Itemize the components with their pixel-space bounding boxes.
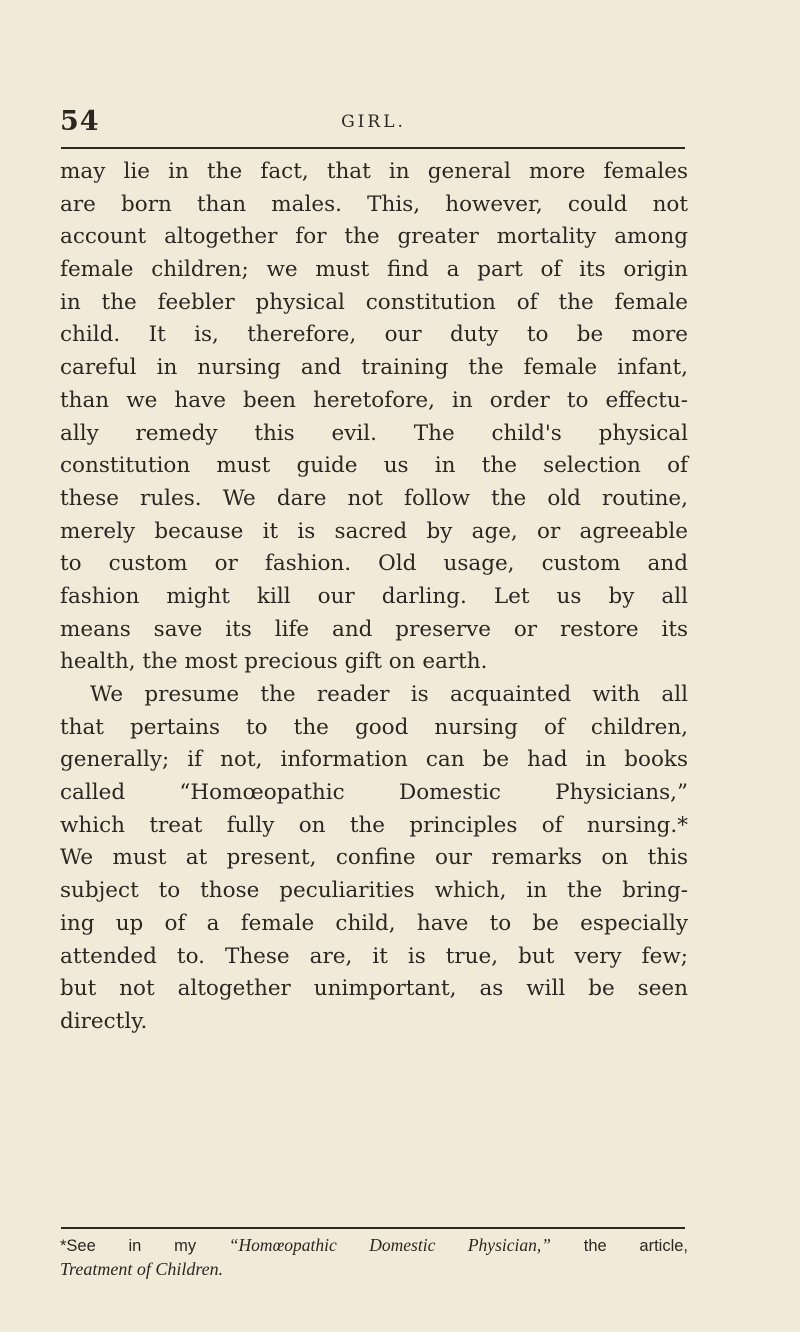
text-line: may lie in the fact, that in general more females [60, 159, 688, 184]
footnote-prefix: *See in my [60, 1237, 229, 1255]
text-line: attended to. These are, it is true, but very few; [60, 943, 688, 969]
text-line: account altogether for the greater mortality among [60, 224, 688, 250]
text-line: fashion might kill our darling. Let us by all [60, 583, 688, 609]
footnote-rule [61, 1227, 685, 1229]
text-line: subject to those peculiarities which, in the bring- [60, 878, 688, 904]
text-line: ing up of a female child, have to be especially [60, 910, 688, 936]
page-header [60, 104, 687, 144]
header-rule [61, 147, 685, 149]
running-head: GIRL. [341, 112, 406, 132]
text-line: generally; if not, information can be had in books [60, 747, 688, 773]
text-line: constitution must guide us in the selection of [60, 453, 688, 479]
text-line: that pertains to the good nursing of children, [60, 714, 688, 740]
footnote-line [60, 1233, 688, 1257]
text-line: to custom or fashion. Old usage, custom and [60, 551, 688, 577]
footnote-article-title: Treatment of Children. [60, 1259, 224, 1279]
footnote [60, 1233, 688, 1281]
text-line: female children; we must find a part of its origin [60, 257, 688, 283]
text-line: which treat fully on the principles of nursing.* [60, 812, 688, 838]
text-line: We must at present, confine our remarks on this [60, 845, 688, 871]
text-line: but not altogether unimportant, as will be seen [60, 976, 688, 1002]
text-line: ally remedy this evil. The child's physical [60, 420, 688, 446]
text-line: are born than males. This, however, could not [60, 191, 688, 217]
text-line: directly. [60, 1008, 148, 1034]
footnote-suffix: the article, [551, 1237, 688, 1255]
text-line: health, the most precious gift on earth. [60, 649, 488, 675]
text-line: careful in nursing and training the female infant, [60, 355, 688, 381]
text-line: means save its life and preserve or restore its [60, 616, 688, 642]
page-number: 54 [60, 106, 100, 137]
text-line: these rules. We dare not follow the old routine, [60, 485, 688, 511]
text-line: child. It is, therefore, our duty to be more [60, 322, 688, 348]
text-line: in the feebler physical constitution of the female [60, 289, 688, 315]
body-text [60, 156, 688, 1039]
text-line: than we have been heretofore, in order to effectu- [60, 387, 688, 413]
footnote-book-title: “Homœopathic Domestic Physician,” [228, 1235, 551, 1255]
text-line: merely because it is sacred by age, or agreeable [60, 518, 688, 544]
text-line: We presume the reader is acquainted with all [90, 682, 688, 707]
text-line: called “Homœopathic Domestic Physicians,” [60, 780, 688, 806]
